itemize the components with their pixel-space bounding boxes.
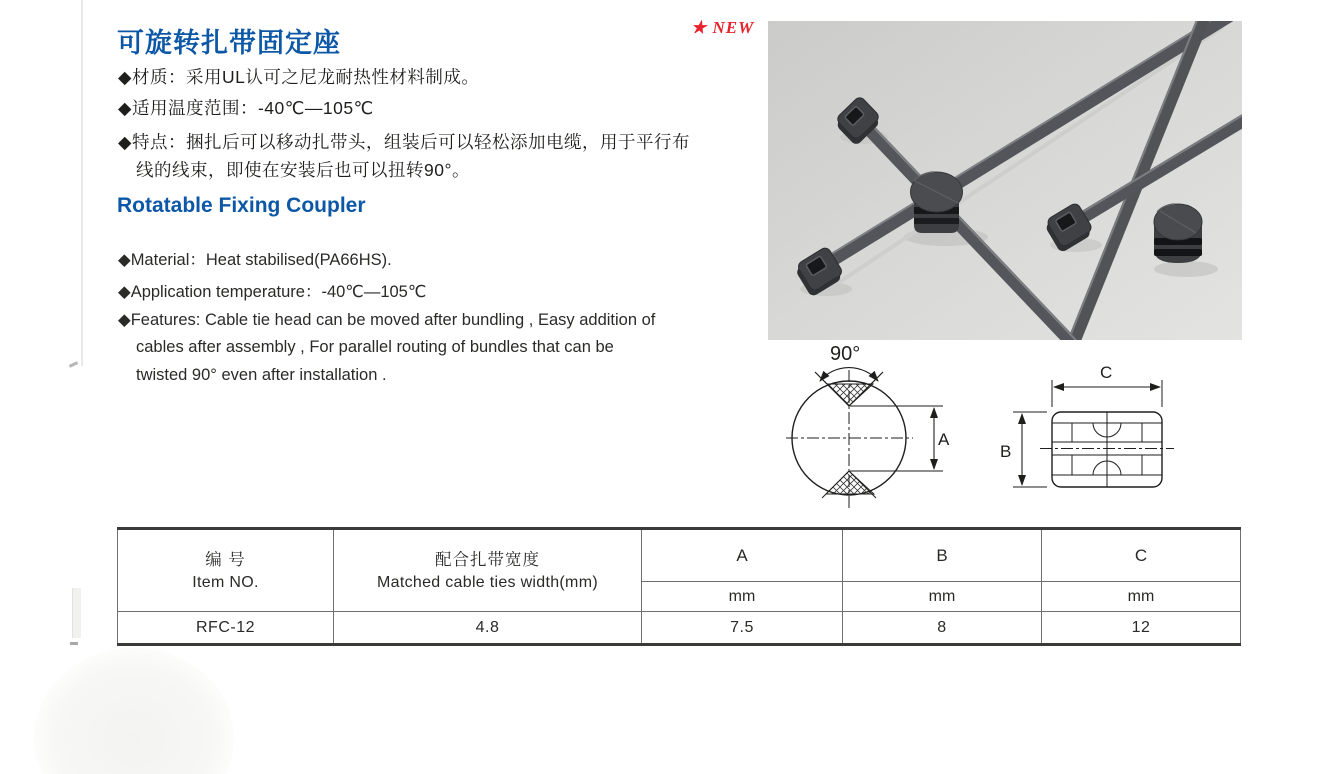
spec-table-data-row [118,612,1241,645]
product-photo [768,21,1242,340]
header-matched-width [334,529,642,612]
angle-dimension-label: 90° [830,343,861,365]
page-edge-artifact [81,0,83,366]
cell-dim-c: 12 [1042,612,1241,645]
header-item-no-cn: 编 号 [205,551,246,569]
spec-table-header-row [118,529,1241,582]
en-bullet-features-line2: cables after assembly , For parallel routing of bundles that can be [136,338,614,356]
unit-c: mm [1042,582,1241,612]
dimension-a-label: A [938,430,950,449]
product-photo-svg [768,21,1242,340]
header-matched-width-cn: 配合扎带宽度 [435,551,540,569]
header-dim-b: B [843,529,1042,582]
header-item-no-en: Item NO. [192,574,259,591]
new-badge: ★ NEW [691,18,755,37]
en-bullet-temperature: ◆Application temperature：-40℃—105℃ [118,283,427,301]
en-bullet-features-line3: twisted 90° even after installation . [136,366,387,384]
unit-b: mm [843,582,1042,612]
dimension-c-label: C [1100,363,1113,382]
drawing-side-view [1013,380,1174,487]
page-curl-artifact [70,642,78,645]
header-matched-width-en: Matched cable ties width(mm) [377,574,598,591]
spec-table [117,527,1241,646]
fixing-coupler-loose [1154,204,1202,263]
header-dim-a: A [642,529,843,582]
cell-item-no: RFC-12 [118,612,334,645]
page-curl-artifact [72,588,81,638]
dimension-b-label: B [1000,442,1012,461]
page-title-english: Rotatable Fixing Coupler [117,194,366,217]
cell-matched-width: 4.8 [334,612,642,645]
en-bullet-material: ◆Material：Heat stabilised(PA66HS). [118,251,392,269]
drawing-top-view [786,368,943,508]
fixing-coupler-center [911,172,963,233]
unit-a: mm [642,582,843,612]
cn-bullet-features-line2: 线的线束，即使在安装后也可以扭转90°。 [136,160,470,180]
header-dim-c: C [1042,529,1241,582]
page-edge-artifact [69,361,78,368]
cn-bullet-material: ◆材质：采用UL认可之尼龙耐热性材料制成。 [118,67,480,87]
cn-bullet-temperature: ◆适用温度范围：-40℃—105℃ [118,98,374,118]
cn-bullet-features-line1: ◆特点：捆扎后可以移动扎带头，组装后可以轻松添加电缆，用于平行布 [118,132,690,152]
cell-dim-a: 7.5 [642,612,843,645]
page-curl-artifact [34,648,234,774]
cell-dim-b: 8 [843,612,1042,645]
header-item-no [118,529,334,612]
technical-drawings [770,340,1200,518]
en-bullet-features-line1: ◆Features: Cable tie head can be moved after bundling , Easy addition of [118,311,656,329]
page-title-chinese: 可旋转扎带固定座 [117,28,341,58]
